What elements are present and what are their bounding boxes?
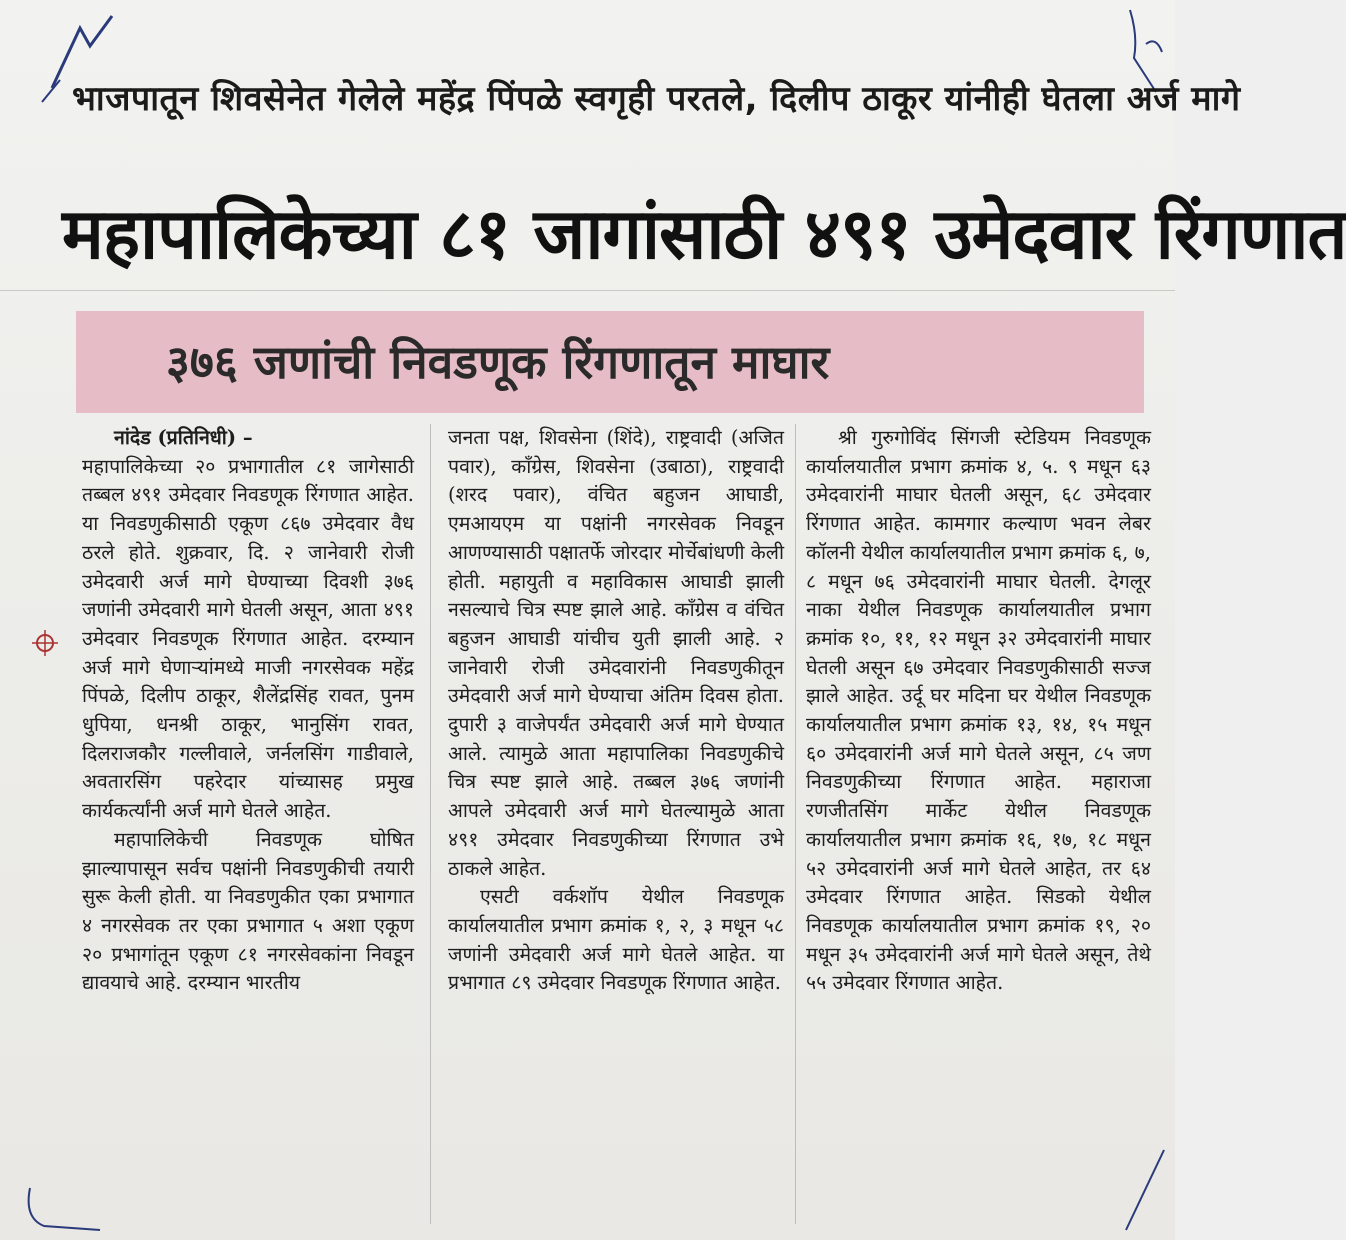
kicker-headline: भाजपातून शिवसेनेत गेलेले महेंद्र पिंपळे स्वगृही परतले, दिलीप ठाकूर यांनीही घेतला अर्ज मागे [72,79,1241,119]
article-paragraph: श्री गुरुगोविंद सिंगजी स्टेडियम निवडणूक कार्यालयातील प्रभाग क्रमांक ४, ५. ९ मधून ६३ उमेदवारांनी माघार घेतली असून, ६८ उमेदवार रिंगणात आहेत. कामगार कल्याण भवन लेबर कॉलनी येथील कार्यालयातील प्रभाग क्रमांक ६, ७, ८ मधून ७६ उमेदवारांनी माघार घेतली. देगलूर नाका येथील निवडणूक कार्यालयातील प्रभाग क्रमांक १०, ११, १२ मधून ३२ उमेदवारांनी माघार घेतली असून ६७ उमेदवार निवडणुकीसाठी सज्ज झाले आहेत. उर्दू घर मदिना घर येथील निवडणूक कार्यालयातील प्रभाग क्रमांक १३, १४, १५ मधून ६० उमेदवारांनी अर्ज मागे घेतले असून, ८५ जण निवडणुकीच्या रिंगणात आहेत. महाराजा रणजीतसिंग मार्केट येथील निवडणूक कार्यालयातील प्रभाग क्रमांक १६, १७, १८ मधून ५२ उमेदवारांनी अर्ज मागे घेतले आहेत, तर ६४ उमेदवार रिंगणात आहेत. सिडको येथील निवडणूक कार्यालयातील प्रभाग क्रमांक १९, २० मधून ३५ उमेदवारांनी अर्ज मागे घेतले असून, तेथे ५५ उमेदवार रिंगणात आहेत. [806,426,1151,995]
article-paragraph: महापालिकेच्या २० प्रभागातील ८१ जागेसाठी तब्बल ४९१ उमेदवार निवडणूक रिंगणात आहेत. या निवडणुकीसाठी एकूण ८६७ उमेदवार वैध ठरले होते. शुक्रवार, दि. २ जानेवारी रोजी उमेदवारी अर्ज मागे घेण्याच्या दिवशी ३७६ जणांनी उमेदवारी मागे घेतली असून, आता ४९१ उमेदवार निवडणूक रिंगणात आहेत. दरम्यान अर्ज मागे घेणाऱ्यांमध्ये माजी नगरसेवक महेंद्र पिंपळे, दिलीप ठाकूर, शैलेंद्रसिंह रावत, पुनम धुपिया, धनश्री ठाकूर, भानुसिंग रावत, दिलराजकौर गल्लीवाले, जर्नलसिंग गाडीवाले, अवतारसिंग पहरेदार यांच्यासह प्रमुख कार्यकर्त्यांनी अर्ज मागे घेतले आहेत. [82,454,414,823]
column-divider [430,424,431,1224]
article-column-1 [82,424,414,1224]
article-paragraph: एसटी वर्कशॉप येथील निवडणूक कार्यालयातील प्रभाग क्रमांक १, २, ३ मधून ५८ जणांनी उमेदवारी अर्ज मागे घेतले आहेत. या प्रभागात ८९ उमेदवार निवडणूक रिंगणात आहेत. [448,885,784,995]
article-paragraph: जनता पक्ष, शिवसेना (शिंदे), राष्ट्रवादी (अजित पवार), काँग्रेस, शिवसेना (उबाठा), राष्ट्रवादी (शरद पवार), वंचित बहुजन आघाडी, एमआयएम या पक्षांनी नगरसेवक निवडून आणण्यासाठी पक्षातर्फे जोरदार मोर्चेबांधणी केली होती. महायुती व महाविकास आघाडी झाली नसल्याचे चित्र स्पष्ट झाले आहे. काँग्रेस व वंचित बहुजन आघाडी यांचीच युती झाली आहे. २ जानेवारी रोजी उमेदवारांनी निवडणुकीतून उमेदवारी अर्ज मागे घेण्याचा अंतिम दिवस होता. दुपारी ३ वाजेपर्यंत उमेदवारी अर्ज मागे घेण्यात आले. त्यामुळे आता महापालिका निवडणुकीचे चित्र स्पष्ट झाले आहे. तब्बल ३७६ जणांनी आपले उमेदवारी अर्ज मागे घेतल्यामुळे आता ४९१ उमेदवार निवडणुकीच्या रिंगणात उभे ठाकले आहेत. [448,426,784,880]
main-headline: महापालिकेच्या ८१ जागांसाठी ४९१ उमेदवार रिंगणात [62,193,1346,275]
column-divider [795,424,796,1224]
article-paragraph: महापालिकेची निवडणूक घोषित झाल्यापासून सर्वच पक्षांनी निवडणुकीची तयारी सुरू केली होती. या निवडणुकीत एका प्रभागात ४ नगरसेवक तर एका प्रभागात ५ अशा एकूण २० प्रभागांतून एकूण ८१ नगरसेवकांना निवडून द्यावयाचे आहे. दरम्यान भारतीय [82,827,414,995]
article-column-2 [448,424,784,1224]
article-column-3 [806,424,1151,1224]
article-dateline: नांदेड (प्रतिनिधी) – [114,426,253,449]
subheadline-band [76,311,1144,413]
subheadline: ३७६ जणांची निवडणूक रिंगणातून माघार [166,335,830,389]
headline-divider [0,290,1175,291]
registration-mark-icon [32,630,58,656]
